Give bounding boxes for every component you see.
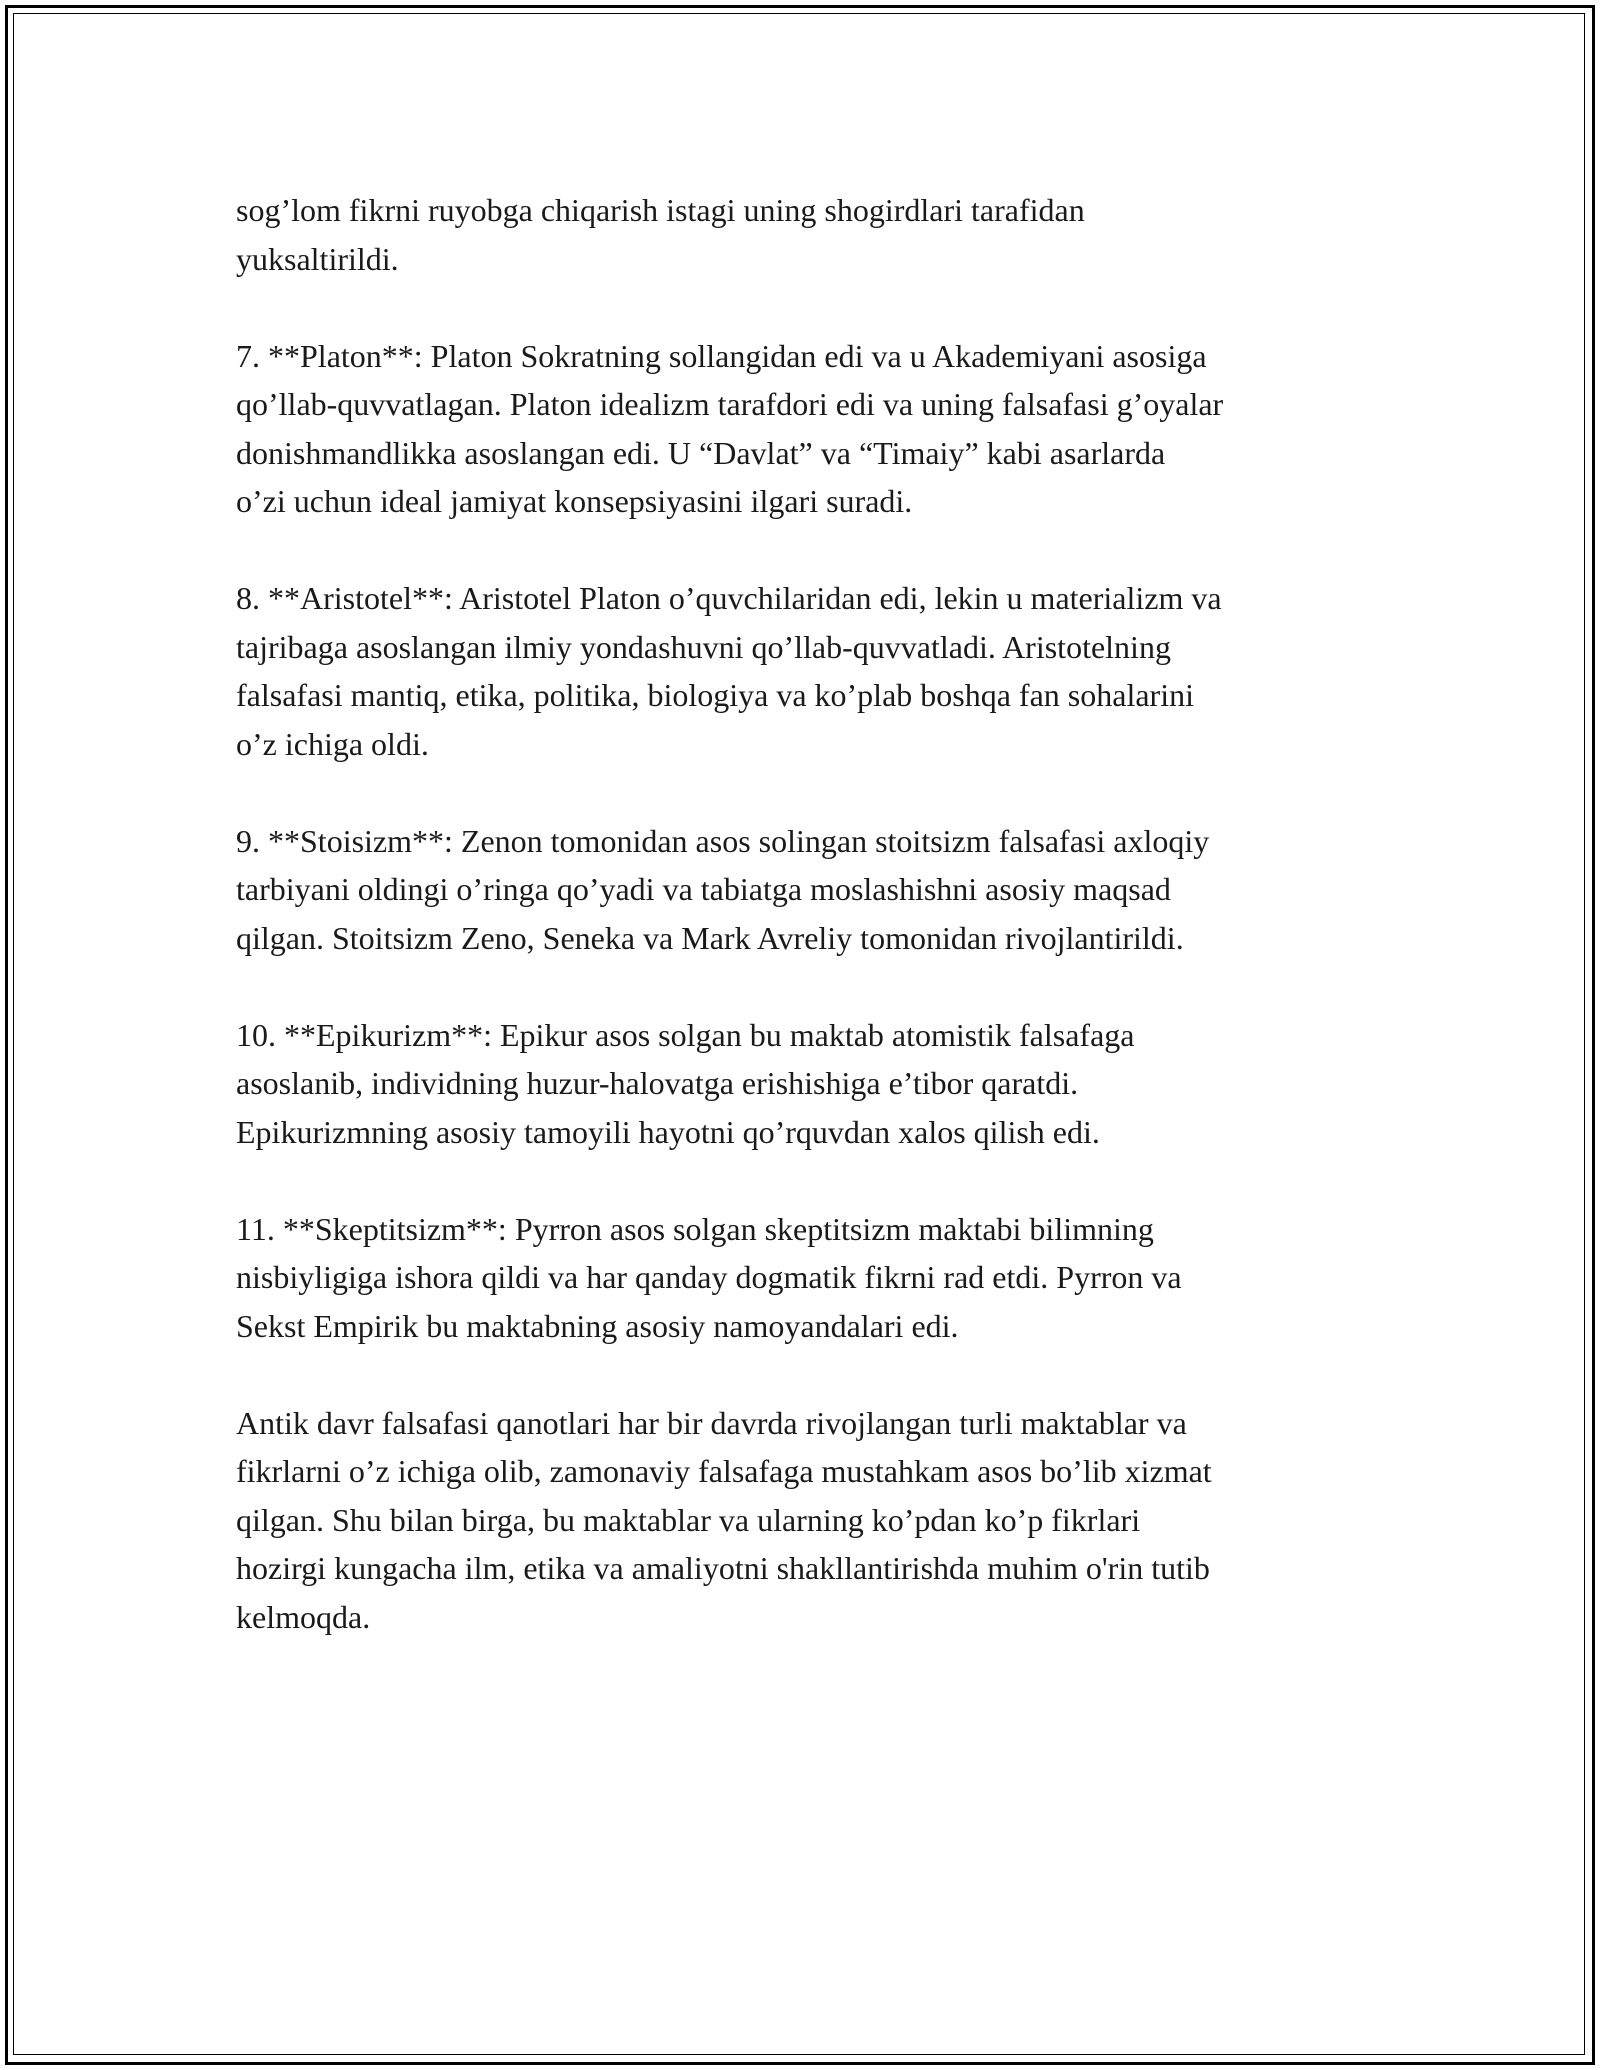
paragraph-conclusion: Antik davr falsafasi qanotlari har bir davrda rivojlangan turli maktablar va fikrlarni o’z ichiga olib, zamonaviy falsafaga mustahkam asos bo’lib xizmat qilgan. Shu bilan birga, bu maktablar va ularning ko’pdan ko’p fikrlari hozirgi kungacha ilm, etika va amaliyotni shakllantirishda muhim o'rin tutib kelmoqda. — [236, 1404, 1212, 1635]
paragraph-aristotel: 8. **Aristotel**: Aristotel Platon o’quvchilaridan edi, lekin u materializm va tajribaga asoslangan ilmiy yondashuvni qo’llab-quvvatladi. Aristotelning falsafasi mantiq, etika, politika, biologiya va ko’plab boshqa fan sohalarini o’z ichiga oldi. — [236, 580, 1222, 762]
paragraph-stoisizm: 9. **Stoisizm**: Zenon tomonidan asos solingan stoitsizm falsafasi axloqiy tarbiyani oldingi o’ringa qo’yadi va tabiatga moslashishni asosiy maqsad qilgan. Stoitsizm Zeno, Seneka va Mark Avreliy tomonidan rivojlantirildi. — [236, 822, 1210, 956]
paragraph-platon: 7. **Platon**: Platon Sokratning sollangidan edi va u Akademiyani asosiga qo’llab-quvvatlagan. Platon idealizm tarafdori edi va uning falsafasi g’oyalar donishmandlikka asoslangan edi. U “Davlat” va “Timaiy” kabi asarlarda o’zi uchun ideal jamiyat konsepsiyasini ilgari suradi. — [236, 337, 1224, 519]
paragraph-continuation: sog’lom fikrni ruyobga chiqarish istagi uning shogirdlari tarafidan yuksaltirildi. — [236, 192, 1085, 277]
paragraph-skeptitsizm: 11. **Skeptitsizm**: Pyrron asos solgan skeptitsizm maktabi bilimning nisbiyligiga ishora qildi va har qanday dogmatik fikrni rad etdi. Pyrron va Sekst Empirik bu maktabning asosiy namoyandalari edi. — [236, 1210, 1182, 1344]
paragraph-epikurizm: 10. **Epikurizm**: Epikur asos solgan bu maktab atomistik falsafaga asoslanib, individning huzur-halovatga erishishiga e’tibor qaratdi. Epikurizmning asosiy tamoyili hayotni qo’rquvdan xalos qilish edi. — [236, 1016, 1135, 1150]
document-body — [236, 186, 1416, 1690]
